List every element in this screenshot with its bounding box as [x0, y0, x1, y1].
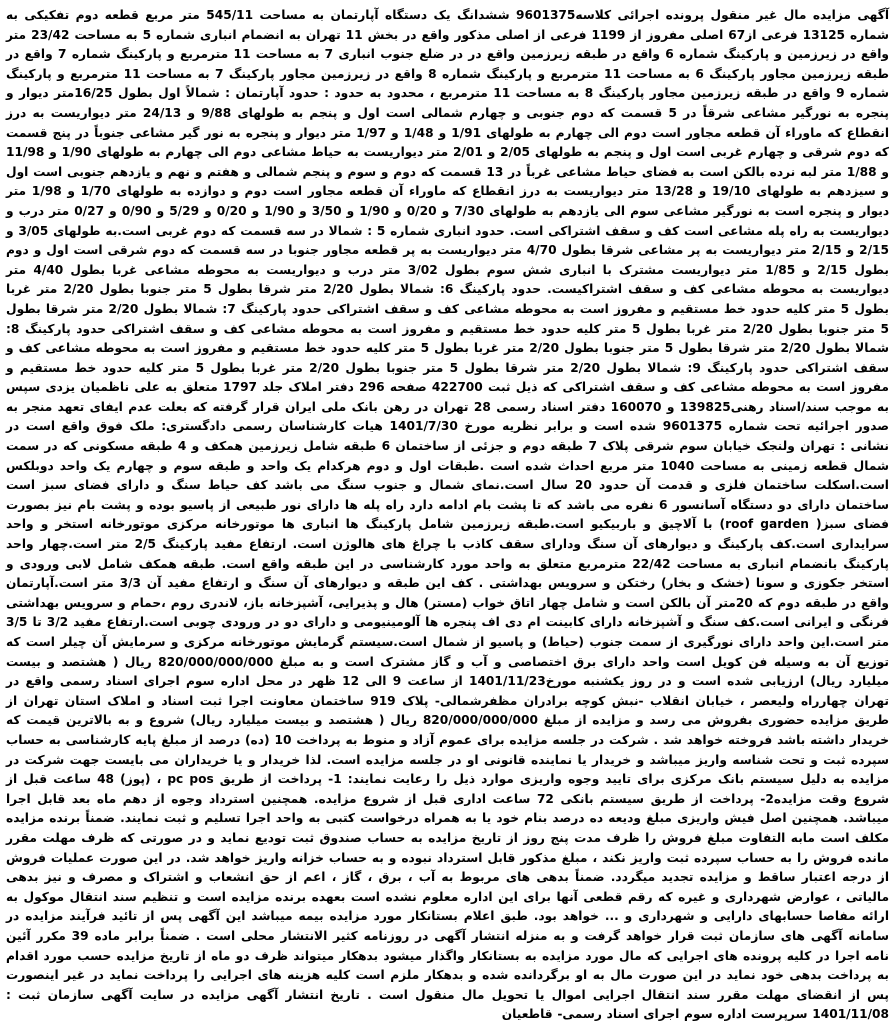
- auction-notice-text: آگهی مزایده مال غیر منقول پرونده اجرائی کلاسه9601375 ششدانگ یک دستگاه آپارتمان به مساحت 545/11 متر مربع قطعه دوم تفکیکی به شماره 13125 فرعی از67 اصلی مفروز از 1199 فرعی از اصلی مذکور واقع در بخش 11 تهران به انضمام انباری شماره 5 به مساحت 23/42 متر واقع در زیرزمین و پارکینگ شماره 6 واقع در طبقه زیرزمین واقع در در ضلع جنوب انباری 7 به مساحت 11 مترمربع و پارکینگ شماره 7 واقع در طبقه زیرزمین مجاور پارکینگ 6 به مساحت 11 مترمربع و پارکینگ شماره 8 واقع در زیرزمین مجاور پارکینگ 7 به مساحت 11 مترمربع و پارکینگ شماره 9 واقع در طبقه زیرزمین مجاور پارکینگ 8 به مساحت 11 مترمربع ، محدود به حدود : حدود آپارتمان : شمالاً اول بطول 16/25متر دیوار و پنجره به نورگیر مشاعی شرقاً در 5 قسمت که دوم جنوبی و چهارم شمالی است اول و پنجم به طولهای 9/88 و 24/13 متر دیواریست به درز انقطاع که ماوراء آن قطعه مجاور است دوم الی چهارم به طولهای 1/91 و 1/48 و 1/97 متر دیوار و پنجره به نور گیر مشاعی جنوباً در پنج قسمت که دوم شرقی و چهارم غربی است اول و پنجم به طولهای 2/05 و 2/01 متر دیواریست به حیاط مشاعی دوم الی چهارم به طولهای 1/90 و 11/98 و 1/88 متر لبه نرده بالکن است به فضای حیاط مشاعی غرباً در 13 قسمت که دوم و سوم و پنجم شمالی و هفتم و نهم و یازدهم جنوبی است اول و سیزدهم به طولهای 19/10 و 13/28 متر دیواریست به درز انقطاع که ماوراء آن قطعه مجاور است دوم و دوازده به طولهای 1/70 و 1/98 متر دیوار و پنجره است به نورگیر مشاعی سوم الی یازدهم به طولهای 7/30 و 0/20 و 1/90 و 3/50 و 1/90 و 0/20 و 5/29 و 0/90 و 0/27 متر درب و دیواریست به راه پله مشاعی است کف و سقف اشتراکی است. حدود انباری شماره 5 : شمالا در سه قسمت که دوم غربی است.به طولهای 3/05 و 2/15 و 2/15 متر دیواریست به پر مشاعی شرقا بطول 4/70 متر دیواریست به پر قطعه مجاور جنوبا در سه قسمت که دوم شرقی است اول و دوم بطول 2/15 و 1/85 متر دیواریست مشترک با انباری شش سوم بطول 3/02 متر درب و دیواریست به محوطه مشاعی غربا بطول 4/40 متر دیواریست به محوطه مشاعی کف و سقف اشتراکیست. حدود پارکینگ 6: شمالا بطول 2/20 متر شرقا بطول 5 متر جنوبا بطول 2/20 متر غربا بطول 5 متر کلیه حدود خط مستقیم و مفروز است به محوطه مشاعی کف و سقف اشتراکی حدود پارکینگ 7: شمالا بطول 2/20 متر شرقا بطول 5 متر جنوبا بطول 2/20 متر غربا بطول 5 متر کلیه حدود خط مستقیم و مفروز است به محوطه مشاعی کف و سقف اشتراکی حدود پارکینگ 8: شمالا بطول 2/20 متر شرقا بطول 5 متر جنوبا بطول 2/20 متر غربا بطول 5 متر کلیه حدود خط مستقیم و مفروز است به محوطه مشاعی کف و سقف اشتراکی حدود پارکینگ 9: شمالا بطول 2/20 متر شرقا بطول 5 متر جنوبا بطول 2/20 متر غربا بطول 5 متر کلیه حدود خط مستقیم و مفروز است به محوطه مشاعی کف و سقف اشتراکی که ذیل ثبت 422700 صفحه 296 دفتر املاک جلد 1797 متعلق به علی ناظمیان یزدی سپس به موجب سند/اسناد رهنی139825 و 160070 دفتر اسناد رسمی 28 تهران در رهن بانک ملی ایران قرار گرفته که بعلت عدم ایفای تعهد منجر به صدور اجرائیه تحت شماره 9601375 شده است و برابر نظریه مورخ 1401/7/30 هیات کارشناسان رسمی دادگستری: ملک فوق واقع است در نشانی : تهران ولنجک خیابان سوم شرقی پلاک 7 طبقه دوم و جزئی از ساختمان 6 طبقه شامل زیرزمین همکف و 4 طبقه مسکونی که در سمت شمال قطعه زمینی به مساحت 1040 متر مربع احداث شده است .طبقات اول و دوم هرکدام یک واحد و طبقه سوم و چهارم یک واحد دوبلکس است.اسکلت ساختمان فلزی و قدمت آن حدود 20 سال است.نمای شمال و جنوب سنگ می باشد کف حیاط سنگ و دارای فضای سبز است ساختمان دارای دو دستگاه آسانسور 6 نفره می باشد که تا پشت بام ادامه دارد راه پله ها دارای نور طبیعی از پاسیو بوده و پشت بام نیز بصورت فضای سبز( roof garden) با آلاچیق و باربیکیو است.طبقه زیرزمین شامل پارکینگ ها انباری ها موتورخانه مرکزی موتورخانه استخر و واحد سرایداری است.کف پارکینگ و دیوارهای آن سنگ ودارای سقف کاذب با چراغ های هالوژن است. ارتفاع مفید پارکینگ 2/5 متر است.چهار واحد پارکینگ بانضمام انباری به مساحت 22/42 مترمربع متعلق به واحد مورد کارشناسی در این طبقه واقع است. طبقه همکف شامل لابی ورودی و استخر جکوزی و سونا (خشک و بخار) رختکن و سرویس بهداشتی . کف این طبقه و دیوارهای آن سنگ و ارتفاع مفید آن 3/3 متر است.آپارتمان واقع در طبقه دوم که 20متر آن بالکن است و شامل چهار اتاق خواب (مستر) هال و پذیرایی، آشپزخانه باز، لاندری روم ،حمام و سرویس بهداشتی فرنگی و ایرانی است.کف سنگ و آشپزخانه دارای کابینت ام دی اف پنجره ها آلومینیومی و دارای دو در ورودی چوبی است.ارتفاع مفید 3/2 تا 3/5 متر است.این واحد دارای نورگیری از سمت جنوب (حیاط) و پاسیو از شمال است.سیستم گرمایش موتورخانه مرکزی و سرمایش آن چیلر است که توزیع آن به وسیله فن کویل است واحد دارای برق اختصاصی و آب و گاز مشترک است و به مبلغ 820/000/000/000 ریال ( هشتصد و بیست میلیارد ریال) ارزیابی شده است و در روز یکشنبه مورخ1401/11/23 از ساعت 9 الی 12 ظهر در محل اداره سوم اجرای اسناد رسمی واقع در تهران چهارراه ولیعصر ، خیابان انقلاب -نبش کوچه برادران مظفرشمالی- پلاک 919 ساختمان معاونت اجرا ثبت اسناد و املاک استان تهران از طریق مزایده حضوری بفروش می رسد و مزایده از مبلغ 820/000/000/000 ریال ( هشتصد و بیست میلیارد ریال) شروع و به بالاترین قیمت که خریدار داشته باشد فروخته خواهد شد . شرکت در جلسه مزایده برای عموم آزاد و منوط به پرداخت 10 (ده) درصد از مبلغ پایه کارشناسی به حساب سپرده ثبت و تحت شناسه واریز میباشد و خریدار یا نماینده قانونی او در جلسه مزایده است. لذا خریدار و یا خریداران می بایست جهت شرکت در مزایده به دلیل سیستم بانک مرکزی برای تایید وجوه واریزی موارد ذیل را رعایت نمایند: 1- پرداخت از طریق pc pos ، (پوز) 48 ساعت قبل از شروع وقت مزایده2- پرداخت از طریق سیستم بانکی 72 ساعت اداری قبل از شروع مزایده. همچنین استرداد وجوه از دهم ماه بعد قابل اجرا میباشد. همچنین اصل فیش واریزی مبلغ ودیعه ده درصد بنام خود یا به همراه درخواست کتبی به واحد اجرا تسلیم و ثبت نمایند. ضمناً برنده مزایده مکلف است مابه التفاوت مبلغ فروش را ظرف مدت پنج روز از تاریخ مزایده به حساب صندوق ثبت تودیع نماید و در صورتی که ظرف مهلت مقرر مانده فروش را به حساب سپرده ثبت واریز نکند ، مبلغ مذکور قابل استرداد نبوده و به حساب خزانه واریز خواهد شد. در این صورت عملیات فروش از درجه اعتبار ساقط و مزایده تجدید میگردد. ضمناً بدهی های مربوط به آب ، برق ، گاز ، اعم از حق انشعاب و اشتراک و مصرف و نیز بدهی مالیاتی ، عوارض شهرداری و غیره که رقم قطعی آنها برای این اداره معلوم نشده است بعهده برنده مزایده است و تنظیم سند انتقال موکول به ارائه مفاصا حسابهای دارایی و شهرداری و ... خواهد بود. طبق اعلام بستانکار مورد مزایده بیمه میباشد این آگهی پس از تائید فرآیند مزایده در سامانه آگهی های سازمان ثبت قرار خواهد گرفت و به منزله انتشار آگهی در روزنامه کثیر الانتشار محلی است . ضمناً برابر ماده 39 مکرر آئین نامه اجرا در کلیه پرونده های اجرایی که مال مورد مزایده به بستانکار واگذار میشود بدهکار میتواند ظرف دو ماه از تاریخ مزایده حسب مورد اقدام به پرداخت بدهی خود نماید در این صورت مال به او برگردانده شده و بدهکار ملزم است کلیه هزینه های اجرایی را پرداخت نماید در غیر اینصورت پس از انقضای مهلت مقرر سند انتقال اجرایی اموال یا تحویل مال منقول است . تاریخ انتشار آگهی مزایده در سایت آگهی سازمان ثبت : 1401/11/08 سرپرست اداره سوم اجرای اسناد رسمی- قاطعیان: [6, 8, 890, 1022]
